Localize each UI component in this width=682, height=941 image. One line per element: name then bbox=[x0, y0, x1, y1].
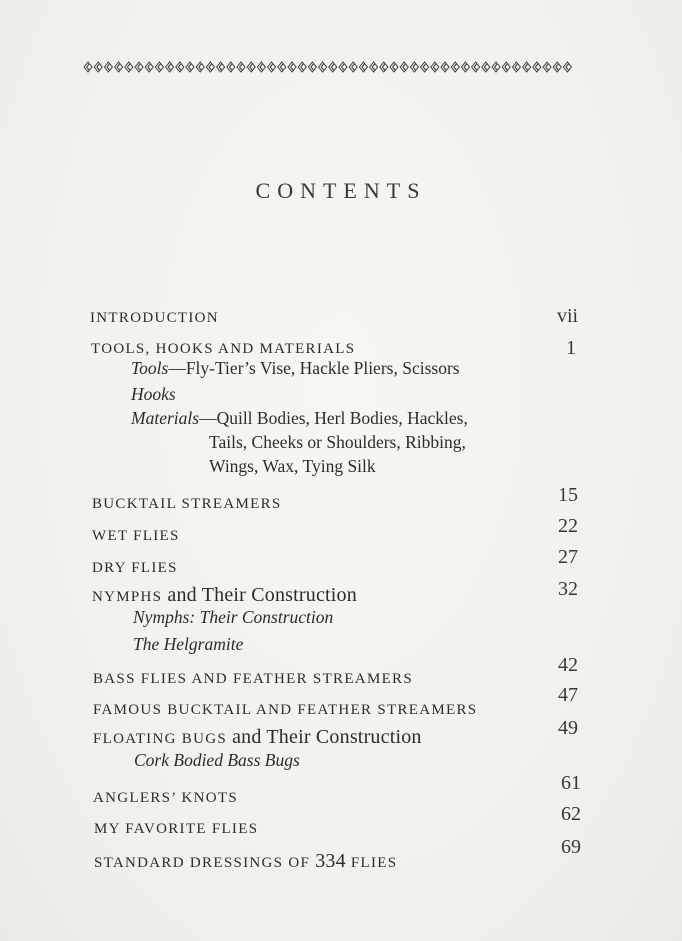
ornament-diamond bbox=[268, 62, 276, 72]
toc-subentry-helgramite: The Helgramite bbox=[133, 634, 244, 654]
page-title: CONTENTS bbox=[255, 178, 427, 203]
toc-entry-label-rest: and Their Construction bbox=[232, 726, 422, 748]
toc-entry-label-rest: and Their Construction bbox=[167, 584, 357, 606]
ornament-diamond bbox=[461, 62, 469, 72]
ornament-diamond bbox=[308, 62, 316, 72]
ornament-diamond bbox=[135, 62, 143, 72]
toc-entry-label: DRY FLIES bbox=[92, 560, 178, 576]
toc-subentry-hooks: Hooks bbox=[131, 384, 176, 404]
toc-entry-label bbox=[93, 726, 422, 749]
toc-page-number: 61 bbox=[561, 772, 581, 794]
ornament-diamond bbox=[237, 62, 245, 72]
toc-entry-wet-flies bbox=[0, 515, 682, 556]
decorative-border-ornament bbox=[82, 58, 574, 76]
toc-entry-standard-dressings bbox=[0, 836, 682, 876]
ornament-diamond bbox=[492, 62, 500, 72]
ornament-diamond bbox=[196, 62, 204, 72]
toc-entry-label-number: 334 bbox=[315, 850, 346, 872]
ornament-diamond bbox=[370, 62, 378, 72]
toc-entry-label-lead: STANDARD DRESSINGS OF bbox=[94, 855, 311, 871]
toc-entry-label bbox=[92, 584, 357, 607]
toc-entry-nymphs bbox=[0, 578, 682, 614]
toc-entry-label: FAMOUS BUCKTAIL AND FEATHER STREAMERS bbox=[93, 702, 478, 718]
ornament-diamond bbox=[247, 62, 255, 72]
ornament-diamond bbox=[451, 62, 459, 72]
ornament-diamond bbox=[512, 62, 520, 72]
ornament-diamond bbox=[523, 62, 531, 72]
toc-page-number: 27 bbox=[558, 546, 578, 568]
toc-entry-label-tail: FLIES bbox=[350, 855, 398, 871]
ornament-diamond bbox=[298, 62, 306, 72]
ornament-diamond bbox=[349, 62, 357, 72]
ornament-diamond bbox=[84, 62, 92, 72]
toc-entry-label-caps: FLOATING BUGS bbox=[93, 731, 227, 747]
toc-page-number: 62 bbox=[561, 803, 581, 825]
ornament-diamond bbox=[155, 62, 163, 72]
toc-entry-label: BUCKTAIL STREAMERS bbox=[92, 496, 282, 512]
toc-page-number: 22 bbox=[558, 515, 578, 537]
toc-subentry-materials-line2: Tails, Cheeks or Shoulders, Ribbing, bbox=[209, 432, 466, 452]
ornament-diamond bbox=[278, 62, 286, 72]
ornament-diamond bbox=[410, 62, 418, 72]
toc-entry-floating-bugs bbox=[0, 717, 682, 756]
ornament-diamond bbox=[421, 62, 429, 72]
toc-entry-label: TOOLS, HOOKS AND MATERIALS bbox=[91, 341, 356, 357]
ornament-diamond bbox=[502, 62, 510, 72]
toc-page-number: 69 bbox=[561, 836, 581, 858]
ornament-diamond bbox=[217, 62, 225, 72]
toc-entry-label: MY FAVORITE FLIES bbox=[94, 821, 259, 837]
toc-subentry-text: —Fly-Tier’s Vise, Hackle Pliers, Scissors bbox=[168, 358, 460, 378]
ornament-diamond bbox=[553, 62, 561, 72]
toc-entry-introduction bbox=[0, 305, 682, 338]
ornament-diamond bbox=[339, 62, 347, 72]
ornament-diamond bbox=[359, 62, 367, 72]
toc-page-number: 42 bbox=[558, 654, 578, 676]
toc-page-number: 32 bbox=[558, 578, 578, 600]
ornament-diamond bbox=[533, 62, 541, 72]
ornament-diamond bbox=[390, 62, 398, 72]
ornament-diamond bbox=[380, 62, 388, 72]
ornament-diamond bbox=[166, 62, 174, 72]
toc-entry-label: BASS FLIES AND FEATHER STREAMERS bbox=[93, 671, 413, 687]
toc-subentry-nymphs-construction: Nymphs: Their Construction bbox=[133, 607, 334, 627]
toc-subentry-tools bbox=[131, 358, 460, 379]
ornament-diamond bbox=[400, 62, 408, 72]
ornament-diamond bbox=[431, 62, 439, 72]
ornament-diamond bbox=[441, 62, 449, 72]
ornament-diamond bbox=[472, 62, 480, 72]
toc-subentry-lead: Tools bbox=[131, 358, 169, 378]
toc-entry-bass-flies bbox=[0, 654, 682, 699]
ornament-diamond bbox=[104, 62, 112, 72]
toc-entry-label: INTRODUCTION bbox=[90, 310, 219, 326]
toc-subentry-materials bbox=[131, 408, 468, 429]
ornament-diamond bbox=[319, 62, 327, 72]
toc-entry-bucktail bbox=[0, 484, 682, 524]
toc-entry-label: ANGLERS’ KNOTS bbox=[93, 790, 239, 806]
ornament-diamond bbox=[94, 62, 102, 72]
toc-page-number: 49 bbox=[558, 717, 578, 739]
toc-page-number: 1 bbox=[566, 337, 576, 359]
toc-page-number: vii bbox=[557, 305, 579, 327]
toc-subentry-text: —Quill Bodies, Herl Bodies, Hackles, bbox=[199, 408, 468, 428]
ornament-diamond bbox=[145, 62, 153, 72]
toc-subentry-materials-line3: Wings, Wax, Tying Silk bbox=[209, 456, 376, 476]
ornament-diamond bbox=[206, 62, 214, 72]
toc-page-number: 15 bbox=[558, 484, 578, 506]
ornament-diamond bbox=[125, 62, 133, 72]
toc-subentry-lead: Materials bbox=[131, 408, 200, 428]
ornament-diamond bbox=[482, 62, 490, 72]
toc-entry-label-caps: NYMPHS bbox=[92, 589, 163, 605]
toc-entry-label: WET FLIES bbox=[92, 528, 180, 544]
toc-page-number: 47 bbox=[558, 684, 578, 706]
ornament-diamond bbox=[176, 62, 184, 72]
ornament-diamond bbox=[257, 62, 265, 72]
toc-subentry-cork-bodied: Cork Bodied Bass Bugs bbox=[134, 750, 300, 770]
ornament-diamond bbox=[288, 62, 296, 72]
ornament-diamond bbox=[186, 62, 194, 72]
ornament-diamond bbox=[329, 62, 337, 72]
toc-entry-label bbox=[94, 850, 397, 873]
ornament-diamond bbox=[227, 62, 235, 72]
ornament-diamond bbox=[563, 62, 571, 72]
ornament-diamond bbox=[115, 62, 123, 72]
ornament-diamond bbox=[543, 62, 551, 72]
